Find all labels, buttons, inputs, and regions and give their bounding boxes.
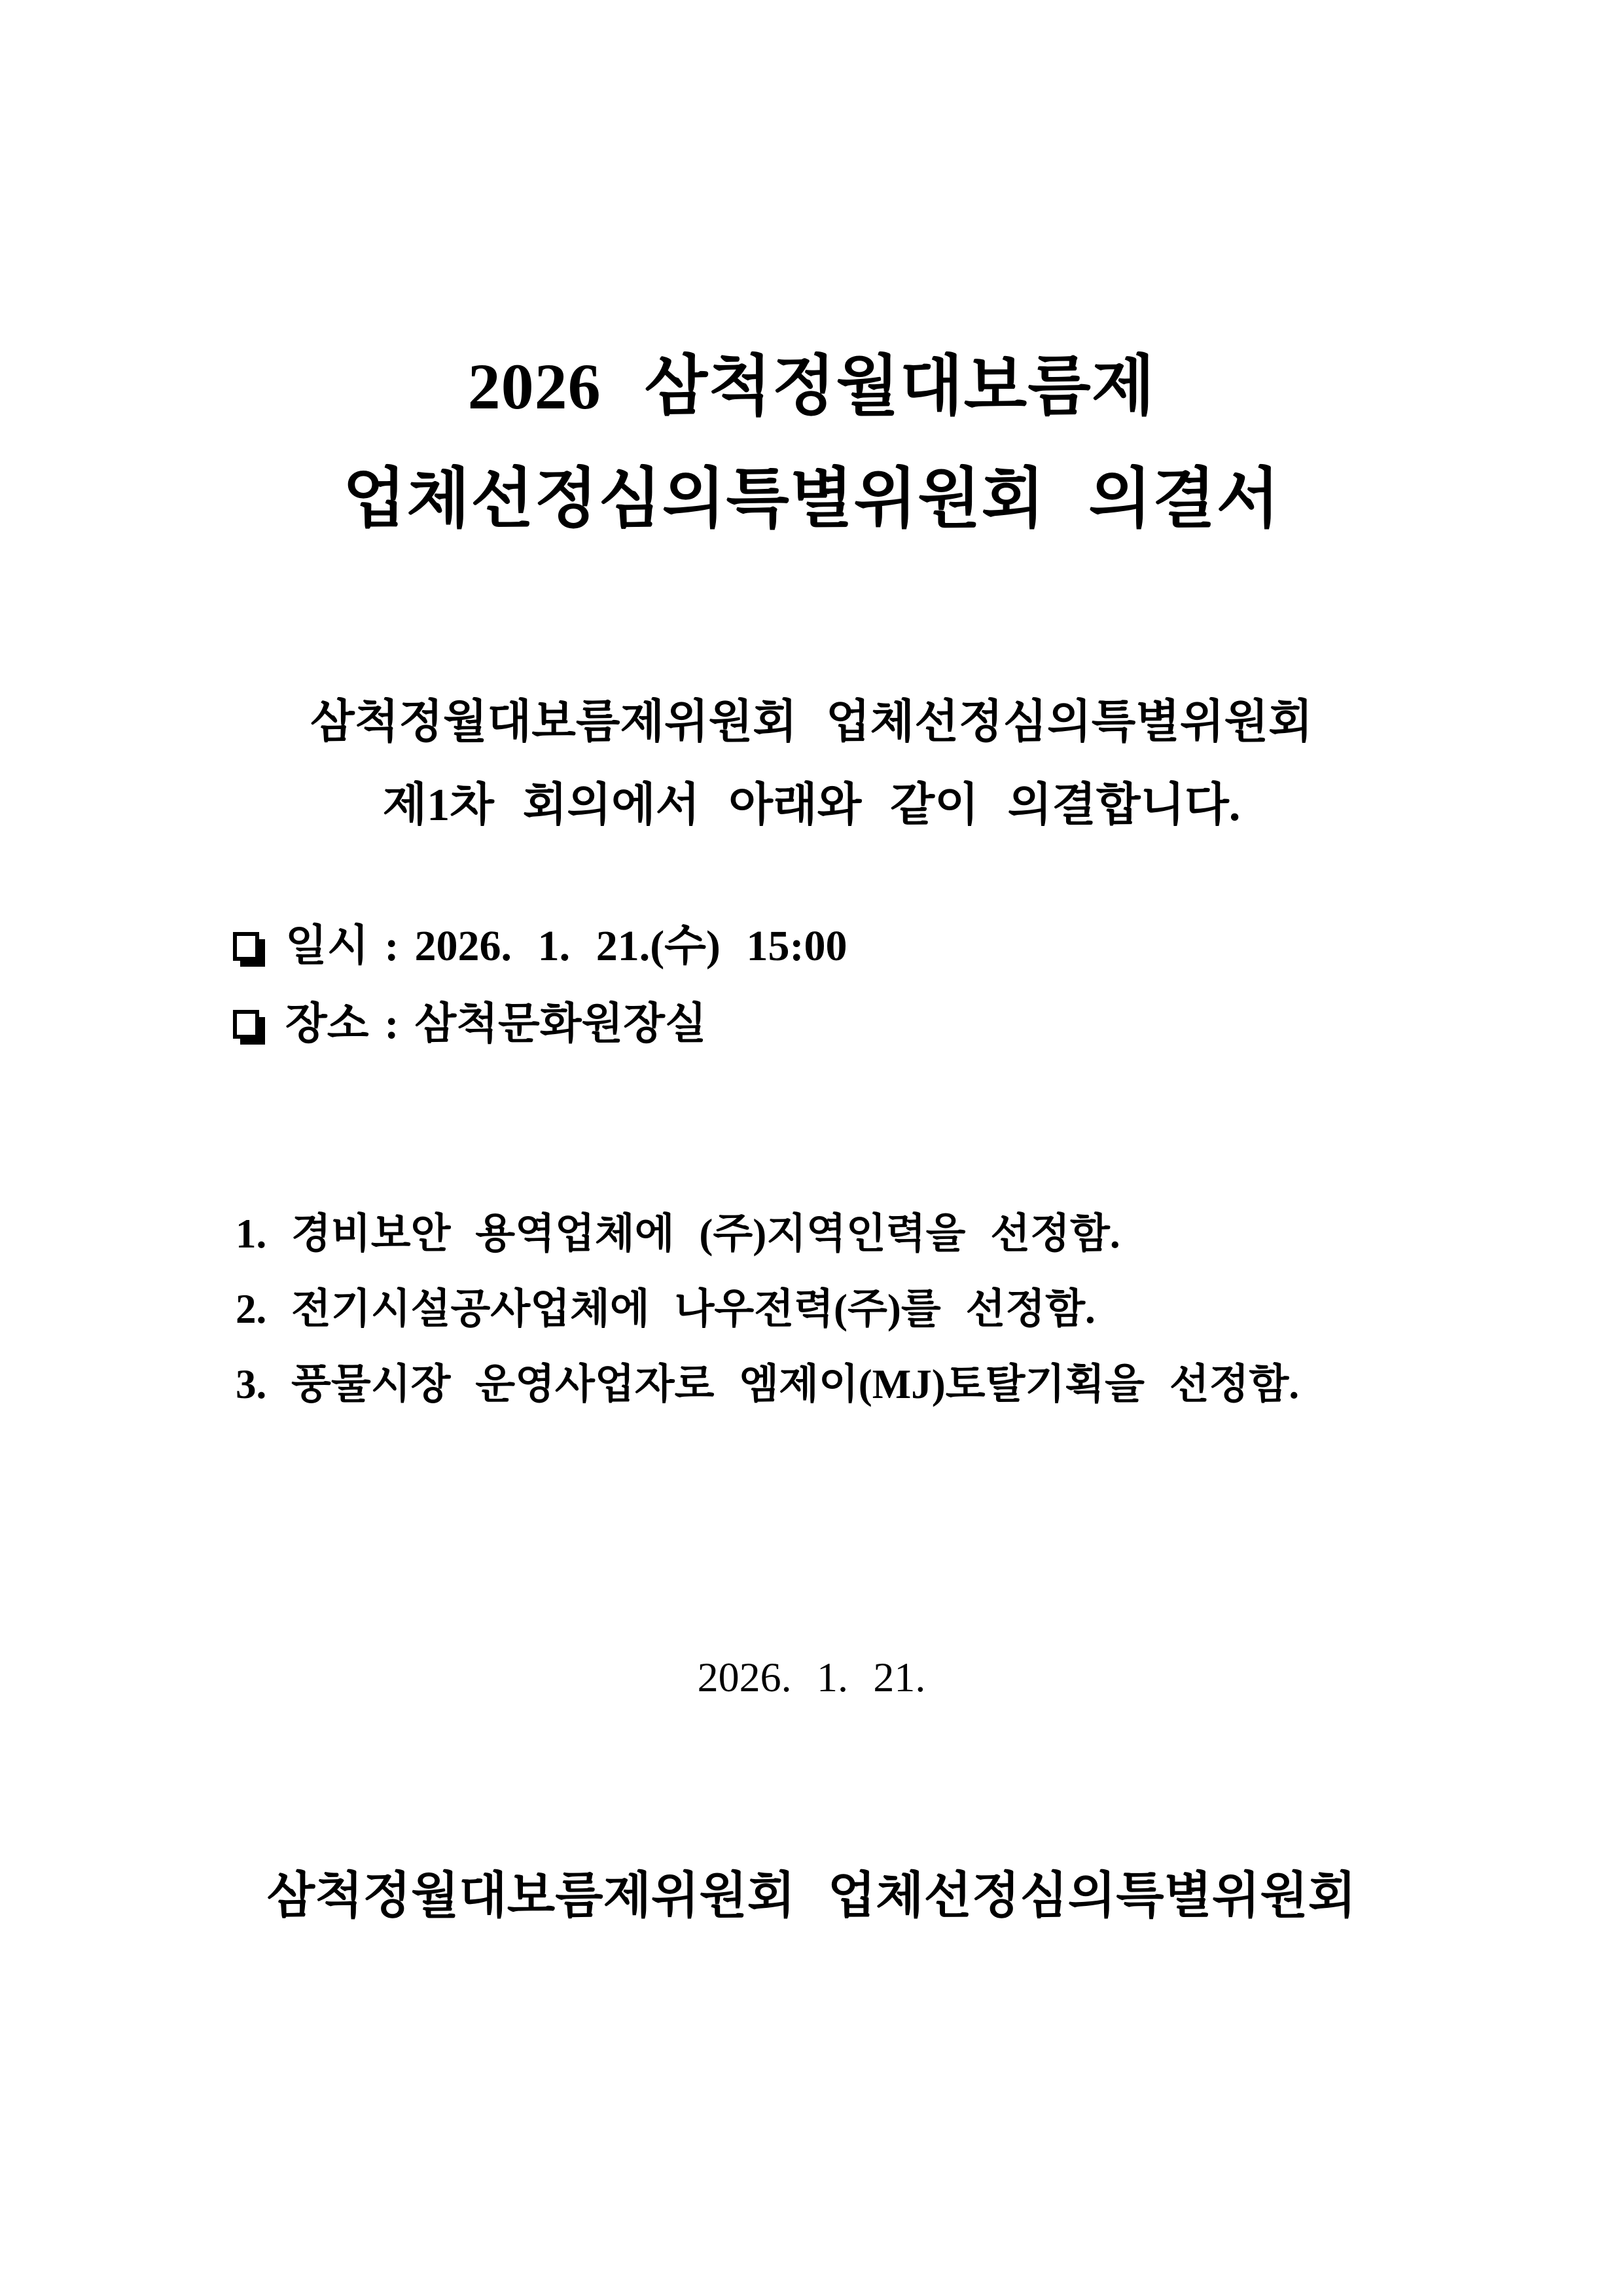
intro-line-1: 삼척정월대보름제위원회 업체선정심의특별위원회 — [310, 697, 1313, 747]
meeting-value-datetime: 2026. 1. 21.(수) 15:00 — [414, 922, 847, 970]
meeting-separator: : — [384, 1000, 399, 1048]
resolution-item-1: 1. 경비보안 용역업체에 (주)지역인력을 선정함. — [236, 1211, 1120, 1257]
doc-date: 2026. 1. 21. — [697, 1654, 926, 1700]
meeting-info-row-location — [233, 985, 847, 1063]
meeting-label-location: 장소 — [285, 1000, 369, 1048]
doc-title — [0, 331, 1623, 556]
meeting-separator: : — [384, 922, 399, 970]
intro-line-2: 제1차 회의에서 아래와 같이 의결합니다. — [382, 780, 1241, 831]
doc-title-line-1: 2026 삼척정월대보름제 — [467, 350, 1156, 423]
resolution-item-3: 3. 풍물시장 운영사업자로 엠제이(MJ)토탈기획을 선정함. — [236, 1361, 1300, 1407]
doc-footer: 삼척정월대보름제위원회 업체선정심의특별위원회 — [266, 1869, 1357, 1924]
shadowed-square-bullet-icon — [233, 1010, 259, 1039]
resolution-item-2: 2. 전기시설공사업체에 나우전력(주)를 선정함. — [236, 1286, 1096, 1332]
meeting-info-row-datetime — [233, 907, 847, 985]
shadowed-square-bullet-icon — [233, 932, 259, 961]
meeting-label-datetime: 일시 — [285, 922, 369, 970]
meeting-value-location: 삼척문화원장실 — [414, 1000, 707, 1048]
intro-paragraph — [0, 681, 1623, 847]
meeting-info-list — [233, 907, 847, 1063]
resolutions-list — [236, 1196, 1299, 1422]
doc-title-line-2: 업체선정심의특별위원회 의결서 — [342, 463, 1281, 535]
